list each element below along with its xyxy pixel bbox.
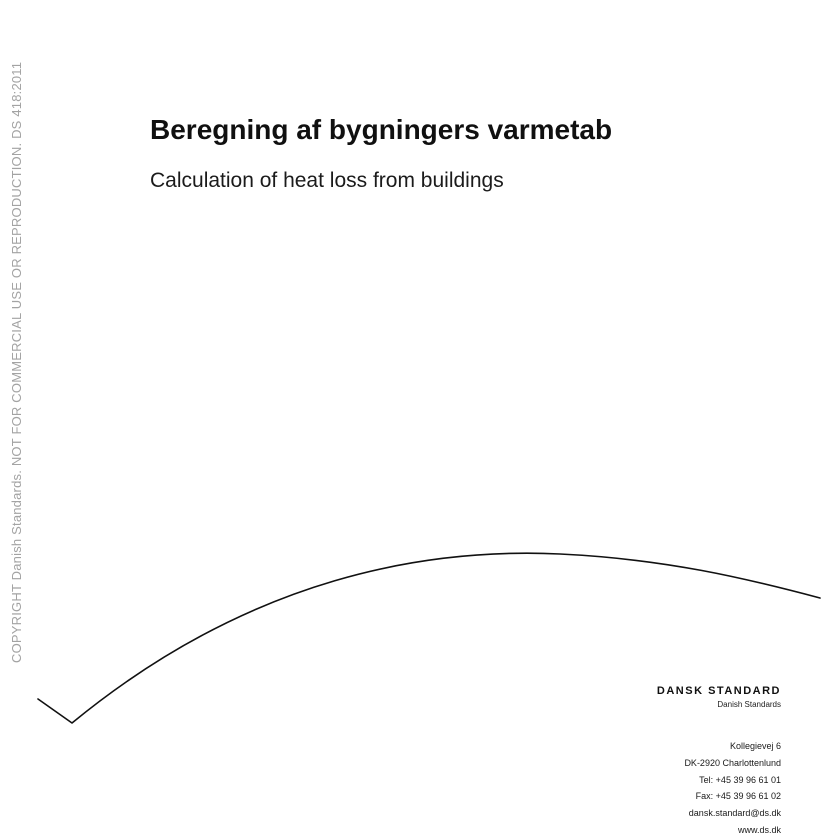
address-tel: Tel: +45 39 96 61 01 [699, 774, 781, 785]
address-city: DK-2920 Charlottenlund [684, 757, 781, 768]
address-street: Kollegievej 6 [729, 741, 781, 751]
copyright-side-notice: COPYRIGHT Danish Standards. NOT FOR COMMERCIAL USE OR REPRODUCTION. DS 418:2011 [9, 61, 24, 663]
document-title: Beregning af bygningers varmetab [150, 114, 613, 145]
publisher-address [684, 738, 781, 839]
publisher-name: DANSK STANDARD [656, 685, 781, 697]
address-email: dansk.standard@ds.dk [688, 808, 781, 819]
address-fax: Fax: +45 39 96 61 02 [695, 791, 781, 802]
address-web: www.ds.dk [737, 824, 781, 835]
publisher-brand [657, 684, 781, 711]
publisher-subtitle: Danish Standards [717, 700, 781, 709]
document-subtitle: Calculation of heat loss from buildings [150, 169, 504, 192]
